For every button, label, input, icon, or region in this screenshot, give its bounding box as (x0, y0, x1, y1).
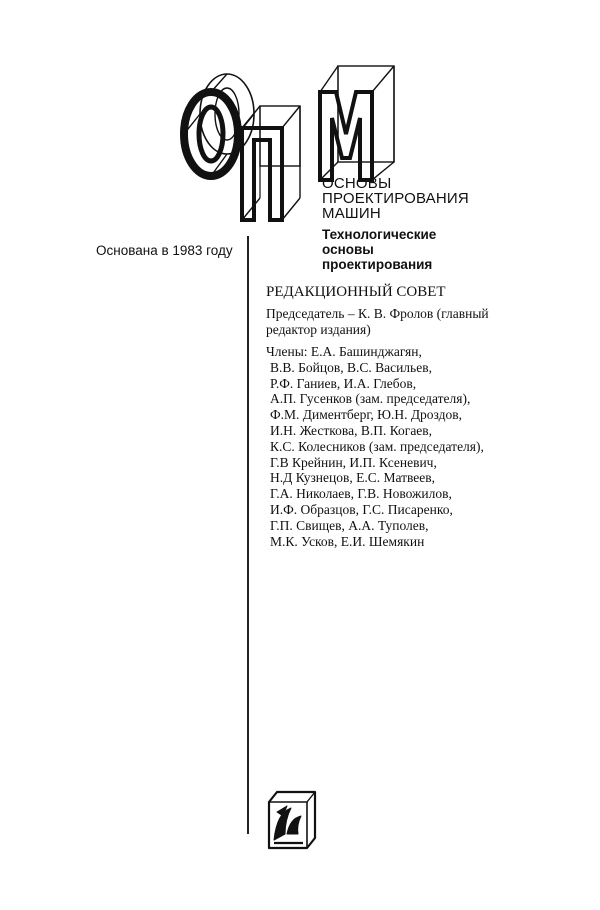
member-line: Г.В Крейнин, И.П. Ксеневич, (270, 454, 437, 470)
board-members (266, 344, 484, 549)
logo-letter-p (242, 106, 300, 220)
member-line: К.С. Колесников (зам. председателя), (270, 438, 484, 454)
member-line: А.П. Гусенков (зам. председателя), (270, 391, 471, 407)
member-line: Ф.М. Диментберг, Ю.Н. Дроздов, (270, 407, 462, 423)
member-line: Г.А. Николаев, Г.В. Новожилов, (270, 486, 452, 502)
chair-line: Председатель – К. В. Фролов (главный (266, 306, 489, 321)
publisher-emblem-icon (267, 788, 317, 850)
member-line: Г.П. Свищев, А.А. Туполев, (270, 517, 429, 533)
logo-letter-m (320, 66, 394, 180)
series-title-line: МАШИН (322, 205, 381, 222)
editorial-board-heading: РЕДАКЦИОННЫЙ СОВЕТ (266, 284, 446, 300)
subtitle-line: основы (322, 242, 374, 257)
series-title-line: ПРОЕКТИРОВАНИЯ (322, 190, 469, 207)
member-line: И.Н. Жесткова, В.П. Когаев, (270, 422, 433, 438)
series-title-line: ОСНОВЫ (322, 175, 392, 192)
member-line: И.Ф. Образцов, Г.С. Писаренко, (270, 501, 453, 517)
member-line: Члены: Е.А. Башинджагян, (266, 344, 422, 359)
board-chairman (266, 306, 489, 338)
vertical-divider (247, 236, 249, 834)
series-title (322, 176, 469, 221)
volume-subtitle (322, 227, 436, 272)
member-line: В.В. Бойцов, В.С. Васильев, (270, 359, 432, 375)
member-line: М.К. Усков, Е.И. Шемякин (270, 533, 425, 549)
subtitle-line: Технологические (322, 227, 437, 242)
member-line: Н.Д Кузнецов, Е.С. Матвеев, (270, 470, 436, 486)
subtitle-line: проектирования (322, 257, 433, 272)
member-line: Р.Ф. Ганиев, И.А. Глебов, (270, 375, 417, 391)
founded-note: Основана в 1983 году (96, 243, 233, 258)
chair-line: редактор издания) (266, 322, 371, 337)
